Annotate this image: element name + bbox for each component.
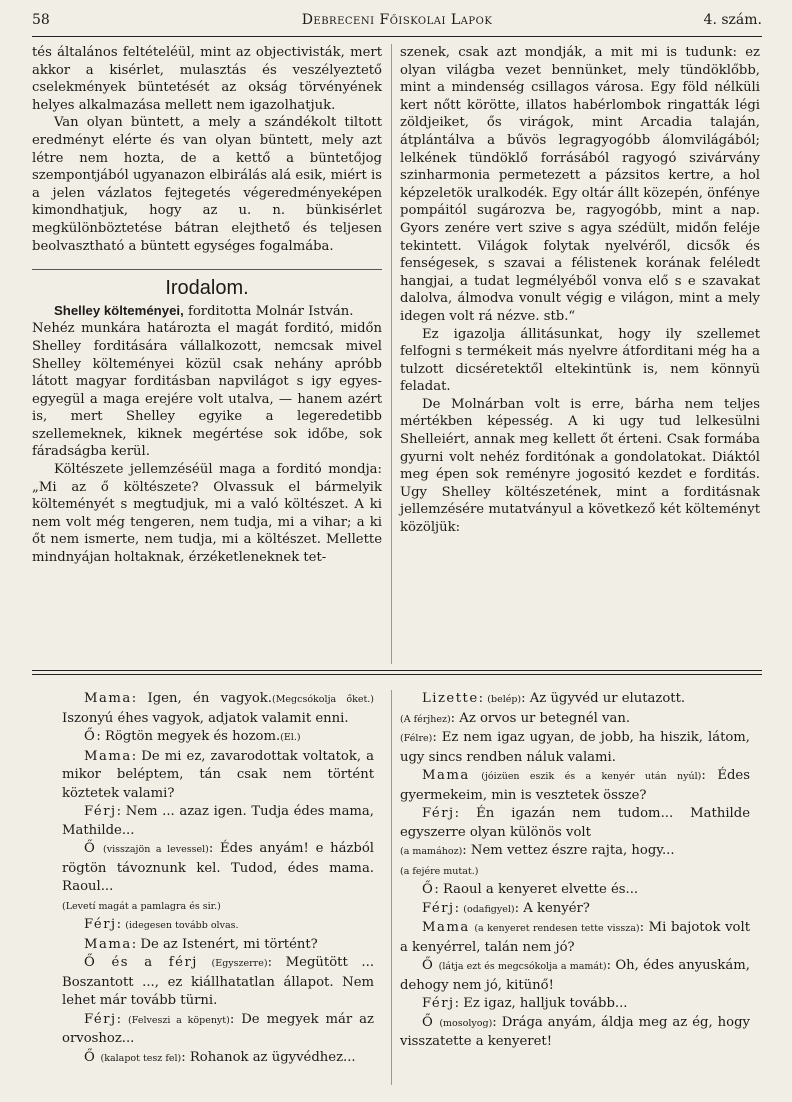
line-text: : Rohanok az ügyvédhez...	[181, 1049, 356, 1065]
translator: forditotta Molnár István.	[183, 303, 354, 319]
stage-direction: (kalapot tesz fel)	[100, 1052, 182, 1064]
dialogue-line	[400, 862, 750, 882]
line-text: :	[478, 691, 488, 706]
line-text: : Mi bajotok volt a kenyérrel, talán nem jó?	[400, 920, 750, 955]
speaker: Ő és a férj	[84, 955, 198, 970]
stage-direction: (a fejére mutat.)	[400, 865, 479, 877]
speaker: Mama	[422, 768, 470, 783]
line-text: : Én igazán nem tudom... Mathilde egyszerre olyan különös volt	[400, 806, 750, 840]
journal-title: Debreceni Főiskolai Lapok	[301, 12, 493, 28]
stage-direction: (visszajön a levessel)	[103, 844, 209, 855]
dialogue-line	[62, 1049, 374, 1069]
dialogue-line	[62, 728, 374, 748]
book-heading	[32, 302, 382, 321]
dialogue-line	[62, 916, 374, 936]
play-rule-top	[32, 670, 762, 671]
speaker: Mama	[422, 920, 470, 935]
stage-direction: (A férjhez)	[400, 713, 451, 725]
speaker: Ő	[422, 1014, 435, 1030]
stage-direction: (a kenyeret rendesen tette vissza)	[474, 923, 640, 934]
line-text: : Oh, édes anyuskám, dehogy nem jó, kitünő!	[400, 958, 750, 993]
speaker: Férj	[84, 804, 117, 819]
line-text: : Nem vettez észre rajta, hogy...	[462, 843, 675, 858]
stage-direction: (látja ezt és megcsókolja a mamát)	[438, 961, 607, 972]
dialogue-line	[400, 842, 750, 862]
dialogue-line	[400, 900, 750, 920]
page-number: 58	[32, 12, 50, 28]
paragraph: Költészete jellemzéséül maga a forditó mondja: „Mi az ő költészete? Olvassuk el bármelyik költeményét s megtudjuk, mi a való költészet. A ki nem volt még tengeren, nem tudja, mi a vihar; a ki őt nem ismerte, nem tudja, mi a költészet. Mellette mindnyájan holtaknak, érzéketleneknek tet-	[32, 462, 382, 566]
speaker: Lizette	[422, 691, 479, 706]
line-text: Iszonyú éhes vagyok, adjatok valamit enni.	[62, 710, 349, 726]
speaker: Mama	[84, 936, 132, 952]
line-text: : Ez nem igaz ugyan, de jobb, ha hiszik, látom, ugy sincs rendben náluk valami.	[400, 730, 750, 765]
dialogue-line	[400, 710, 750, 730]
line-text: : De megyek már az orvoshoz...	[62, 1011, 374, 1046]
line-text: :	[116, 1011, 129, 1027]
stage-direction: (El.)	[280, 732, 301, 743]
dialogue-line	[62, 897, 374, 917]
speaker: Ő	[84, 841, 97, 856]
line-text: : De az Istenért, mi történt?	[131, 936, 318, 952]
page-header	[32, 10, 762, 32]
line-text: : Ez igaz, halljuk tovább...	[454, 996, 628, 1011]
paragraph: szenek, csak azt mondják, a mit mi is tudunk: ez olyan világba vezet bennünket, mely tündöklőbb, mint a mindenség csillagos városa. Egy föld nélküli kert nőtt körötte, illatos habérlombok ringatták légi zöldjeiket, ős virágok, mint Arcadia talaján, átplántálva a bűvös legragyogóbb álomvilágából; lelkének tündöklő forrásából ragyogó szivárvány szinharmonia permetezett a pázsitos kertre, a hol képzeletök uralkodék. Egy oltár állt közepén, önfénye pompáitól sugározva be, ragyogóbb, mint a nap. Gyors zenére vert szive s agya szédült, midőn feléje tekintett. Világok folytak nyelvéről, dicsők és fenségesek, s szavai a félistenek korának feléledt hangjai, a tudat legmélyéből vonva elő s e szavakat dalolva, álmodva vonult végig e világon, mint a mely idegen volt rá nézve. stb.“	[400, 45, 760, 324]
paragraph: Nehéz munkára határozta el magát forditó, midőn Shelley forditására vállalkozott, nemcsak mivel Shelley költeményei közül csak nehány apróbb látott magyar forditásban napvilágot s igy egyes-egyegül a maga erejére volt utalva, — hanem azért is, mert Shelley egyike a legeredetibb szellemeknek, kiknek megértése sok időbe, sok fáradságba kerül.	[32, 321, 382, 460]
speaker: Férj	[422, 996, 455, 1011]
dialogue-line	[400, 1014, 750, 1052]
speaker: Ő	[84, 729, 97, 744]
speaker: Férj	[422, 900, 455, 916]
line-text: : Az orvos ur betegnél van.	[450, 710, 631, 726]
line-text: : De mi ez, zavarodottak voltatok, a mikor beléptem, tán csak nem történt köztetek valami?	[62, 748, 374, 801]
line-text: : A kenyér?	[514, 900, 590, 916]
line-text: : Édes anyám! e házból rögtön távoznunk kel. Tudod, édes mama. Raoul...	[62, 841, 374, 894]
speaker: Ő	[84, 1049, 97, 1065]
stage-direction: (Félre)	[400, 733, 433, 744]
line-text: : Édes gyermekeim, min is vesztetek össze?	[400, 768, 750, 803]
dialogue-line	[400, 805, 750, 842]
paragraph: Ez igazolja állitásunkat, hogy ily szellemet felfogni s termékeit más nyelvre átforditani még ha a tulzott dicséretektől eltekintünk is, nem könnyü feladat.	[400, 326, 760, 395]
stage-direction: (odafigyel)	[463, 903, 515, 915]
dialogue-line	[62, 690, 374, 728]
line-text: : Az ügyvéd ur elutazott.	[521, 691, 686, 706]
dialogue-line	[62, 803, 374, 840]
line-text	[470, 768, 482, 783]
section-divider	[32, 269, 382, 270]
header-rule	[32, 36, 762, 37]
speaker: Férj	[84, 1011, 117, 1027]
stage-direction: (Felveszi a köpenyt)	[128, 1014, 230, 1026]
speaker: Mama	[84, 691, 132, 706]
speaker: Férj	[422, 806, 455, 821]
dialogue-line	[400, 729, 750, 767]
book-title: Shelley költeményei,	[54, 302, 184, 318]
play-left-column	[62, 690, 374, 1068]
left-column	[32, 44, 382, 567]
speaker: Ő	[422, 882, 435, 897]
dialogue-line	[400, 881, 750, 900]
line-text: : Rögtön megyek és hozom.	[96, 729, 281, 744]
dialogue-line	[62, 1011, 374, 1049]
line-text: : Nem ... azaz igen. Tudja édes mama, Mathilde...	[62, 804, 374, 838]
dialogue-line	[400, 957, 750, 995]
stage-direction: (idegesen tovább olvas.	[125, 920, 239, 931]
line-text: : Drága anyám, áldja meg az ég, hogy visszatette a kenyeret!	[400, 1014, 750, 1049]
dialogue-line	[62, 936, 374, 955]
dialogue-line	[62, 748, 374, 804]
play-rule-bottom	[32, 674, 762, 675]
play-right-column	[400, 690, 750, 1052]
paragraph: De Molnárban volt is erre, bárha nem teljes mértékben képesség. A ki ugy tud lelkesülni Shelleiért, annak meg kellett őt érteni. Csak formába gyurni volt nehéz forditónak a gondolatokat. Diáktól meg épen sok reményre jogositó kezdet e forditás. Ugy Shelley költészetének, mint a forditásnak jellemzésére mutatványul a következő két költeményt közöljük:	[400, 396, 760, 536]
stage-direction: (belép)	[487, 694, 522, 705]
line-text: : Megütött ... Boszantott ..., ez kiállhatatlan állapot. Nem lehet már tovább türni.	[62, 955, 375, 1008]
stage-direction: (mosolyog)	[439, 1017, 493, 1029]
line-text: : Igen, én vagyok.	[131, 691, 272, 706]
dialogue-line	[400, 995, 750, 1014]
dialogue-line	[400, 690, 750, 710]
paragraph: Van olyan büntett, a mely a szándékolt tiltott eredményt elérte és van olyan büntett, mely azt létre nem hozta, de a kettő a büntetőjog szempontjából ugyanazon elbirálás alá esik, miért is a jelen vázlatos fejtegetés végeredményeképen kimondhatjuk, hogy az u. n. bünkisérlet megkülönböztetése bátran elejthető és teljesen beolvasztható a büntett egységes fogalmába.	[32, 115, 382, 254]
stage-direction: (Levetí magát a pamlagra és sir.)	[62, 900, 221, 912]
issue-number: 4. szám.	[703, 12, 762, 28]
line-text: :	[454, 900, 464, 916]
paragraph: tés általános feltételéül, mint az objectivisták, mert akkor a kisérlet, mulasztás és veszélyeztető cselekmények büntetését az okság törvényének helyes alkalmazása mellett nem igazolhatjuk.	[32, 45, 382, 113]
dialogue-line	[400, 767, 750, 805]
speaker: Ő	[422, 958, 435, 973]
dialogue-line	[400, 919, 750, 957]
line-text	[198, 955, 212, 970]
line-text: : Raoul a kenyeret elvette és...	[434, 882, 639, 897]
stage-direction: (a mamához)	[400, 846, 463, 857]
dialogue-line	[62, 954, 374, 1011]
stage-direction: (Egyszerre)	[211, 958, 268, 969]
stage-direction: (Megcsókolja őket.)	[272, 694, 374, 705]
stage-direction: (jóizüen eszik és a kenyér után nyúl)	[481, 771, 702, 782]
line-text: :	[116, 917, 126, 932]
column-divider	[391, 44, 392, 664]
right-column	[400, 44, 760, 537]
play-column-divider	[391, 690, 392, 1085]
speaker: Mama	[84, 748, 132, 764]
section-title: Irodalom.	[165, 277, 249, 300]
speaker: Férj	[84, 917, 117, 932]
dialogue-line	[62, 840, 374, 897]
